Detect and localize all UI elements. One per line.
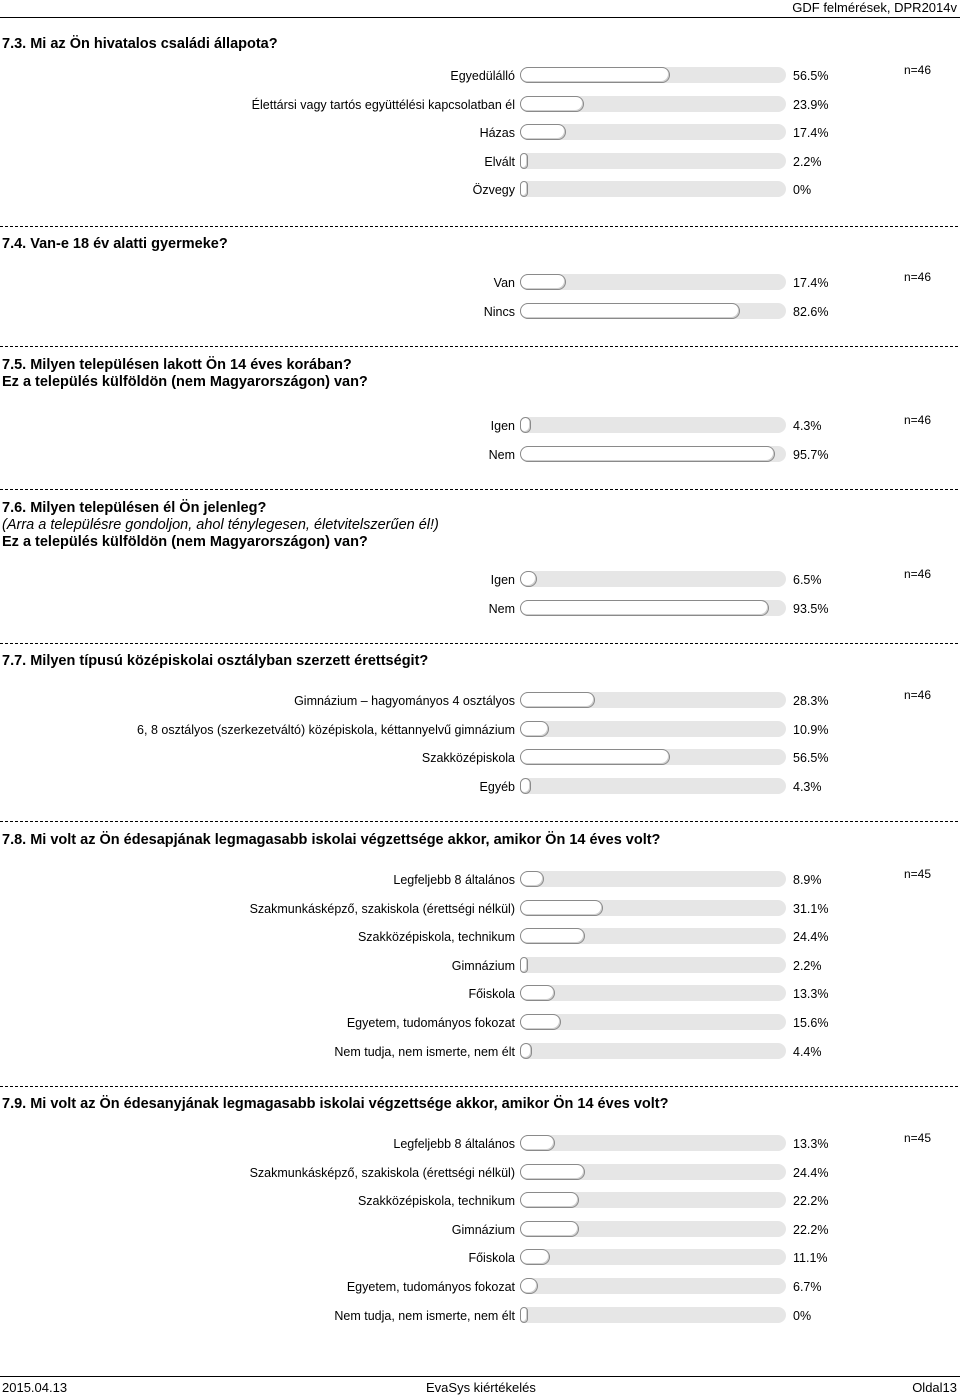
answer-label: Egyetem, tudományos fokozat (346, 1016, 515, 1030)
answer-label: Szakközépiskola, technikum (357, 1194, 515, 1208)
answer-bar-fill (520, 1164, 585, 1180)
answer-bar-fill (520, 778, 531, 794)
question-text: Mi volt az Ön édesapjának legmagasabb iskolai végzettsége akkor, amikor Ön 14 éves volt? (30, 832, 661, 848)
answer-bar-fill (520, 1135, 555, 1151)
answer-row (0, 181, 960, 201)
question-text: Mi az Ön hivatalos családi állapota? (30, 36, 278, 52)
answer-bar-fill (520, 928, 585, 944)
answer-bar-fill (520, 692, 595, 708)
answer-bar-fill (520, 303, 740, 319)
section-separator (0, 1086, 958, 1087)
answer-label: Gimnázium (451, 959, 515, 973)
answer-label: Elvált (484, 155, 515, 169)
question-title (2, 500, 266, 517)
section-separator (0, 346, 958, 347)
answer-bar-fill (520, 67, 670, 83)
sample-size: n=46 (904, 270, 932, 284)
answer-row (0, 871, 960, 891)
answer-label: Élettársi vagy tartós együttélési kapcsolatban él (251, 98, 515, 112)
answer-row (0, 1221, 960, 1241)
question-number: 7.9. (2, 1096, 31, 1112)
answer-label: Legfeljebb 8 általános (393, 873, 515, 887)
answer-percentage: 4.3% (793, 780, 822, 794)
answer-label: Igen (490, 419, 515, 433)
section-separator (0, 643, 958, 644)
question-title (2, 357, 352, 374)
answer-row (0, 1307, 960, 1327)
answer-bar-fill (520, 1192, 579, 1208)
sample-size: n=45 (904, 1131, 932, 1145)
answer-percentage: 17.4% (793, 276, 829, 290)
answer-bar-fill (520, 985, 555, 1001)
answer-bar-fill (520, 1014, 561, 1030)
answer-percentage: 2.2% (793, 155, 822, 169)
question-note: (Arra a településre gondoljon, ahol ténylegesen, életvitelszerűen él!) (2, 517, 439, 533)
answer-bar-fill (520, 1307, 528, 1323)
answer-bar-fill (520, 571, 537, 587)
answer-bar-track (520, 96, 786, 112)
answer-bar-track (520, 871, 786, 887)
question-title (2, 832, 660, 849)
answer-bar-fill (520, 446, 775, 462)
answer-row (0, 749, 960, 769)
answer-row (0, 153, 960, 173)
answer-label: Özvegy (472, 183, 515, 197)
answer-row (0, 303, 960, 323)
answer-bar-fill (520, 1221, 579, 1237)
question-title (2, 653, 428, 670)
answer-bar-track (520, 446, 786, 462)
answer-row (0, 446, 960, 466)
answer-bar-track (520, 153, 786, 169)
answer-bar-track (520, 1164, 786, 1180)
question-number: 7.6. (2, 500, 31, 516)
question-title (2, 1096, 668, 1113)
answer-percentage: 11.1% (793, 1251, 828, 1265)
question-number: 7.3. (2, 36, 31, 52)
answer-label: Nincs (483, 305, 515, 319)
answer-bar-track (520, 1278, 786, 1294)
question-number: 7.7. (2, 653, 31, 669)
footer-date: 2015.04.13 (2, 1380, 68, 1395)
section-separator (0, 226, 958, 227)
answer-bar-track (520, 181, 786, 197)
answer-bar-track (520, 274, 786, 290)
answer-label: Szakközépiskola (421, 751, 515, 765)
answer-percentage: 56.5% (793, 751, 829, 765)
question-number: 7.4. (2, 236, 31, 252)
question-text: Milyen településen él Ön jelenleg? (30, 500, 267, 516)
answer-percentage: 6.7% (793, 1280, 822, 1294)
question-text: Milyen típusú középiskolai osztályban szerzett érettségit? (30, 653, 429, 669)
answer-percentage: 4.4% (793, 1045, 822, 1059)
sample-size: n=46 (904, 567, 932, 581)
answer-row (0, 900, 960, 920)
answer-bar-track (520, 1014, 786, 1030)
answer-label: Főiskola (468, 1251, 515, 1265)
answer-label: Nem (488, 602, 515, 616)
answer-bar-fill (520, 600, 769, 616)
answer-bar-track (520, 417, 786, 433)
answer-row (0, 96, 960, 116)
answer-percentage: 4.3% (793, 419, 822, 433)
answer-row (0, 600, 960, 620)
answer-label: Egyéb (479, 780, 515, 794)
answer-label: Van (493, 276, 515, 290)
question-number: 7.5. (2, 357, 31, 373)
answer-bar-fill (520, 871, 544, 887)
footer-page: Oldal13 (912, 1380, 957, 1395)
question-number: 7.8. (2, 832, 31, 848)
answer-percentage: 31.1% (793, 902, 829, 916)
sample-size: n=46 (904, 413, 932, 427)
answer-bar-track (520, 749, 786, 765)
answer-bar-track (520, 692, 786, 708)
answer-bar-track (520, 957, 786, 973)
answer-row (0, 67, 960, 87)
answer-bar-fill (520, 900, 603, 916)
answer-bar-fill (520, 417, 531, 433)
answer-bar-fill (520, 153, 528, 169)
answer-label: Szakközépiskola, technikum (357, 930, 515, 944)
answer-label: Igen (490, 573, 515, 587)
answer-percentage: 8.9% (793, 873, 822, 887)
answer-percentage: 15.6% (793, 1016, 829, 1030)
answer-label: Szakmunkásképző, szakiskola (érettségi nélkül) (249, 1166, 515, 1180)
answer-row (0, 928, 960, 948)
question-subtitle: Ez a település külföldön (nem Magyarországon) van? (2, 534, 368, 550)
footer-center: EvaSys kiértékelés (426, 1380, 536, 1395)
answer-percentage: 0% (793, 183, 812, 197)
answer-label: 6, 8 osztályos (szerkezetváltó) középiskola, kéttannyelvű gimnázium (137, 723, 515, 737)
question-title (2, 36, 278, 53)
answer-label: Egyetem, tudományos fokozat (346, 1280, 515, 1294)
answer-row (0, 1249, 960, 1269)
answer-row (0, 124, 960, 144)
answer-row (0, 274, 960, 294)
report-header-title: GDF felmérések, DPR2014v (792, 0, 957, 15)
answer-bar-track (520, 985, 786, 1001)
answer-label: Gimnázium (451, 1223, 515, 1237)
answer-label: Szakmunkásképző, szakiskola (érettségi nélkül) (249, 902, 515, 916)
answer-bar-fill (520, 957, 528, 973)
answer-percentage: 6.5% (793, 573, 822, 587)
question-subtitle: Ez a település külföldön (nem Magyarországon) van? (2, 374, 368, 390)
answer-percentage: 2.2% (793, 959, 822, 973)
answer-bar-track (520, 124, 786, 140)
answer-row (0, 1164, 960, 1184)
answer-bar-track (520, 778, 786, 794)
sample-size: n=45 (904, 867, 932, 881)
answer-row (0, 721, 960, 741)
answer-percentage: 13.3% (793, 987, 829, 1001)
answer-row (0, 1135, 960, 1155)
answer-percentage: 0% (793, 1309, 812, 1323)
answer-bar-fill (520, 1043, 532, 1059)
answer-percentage: 56.5% (793, 69, 829, 83)
section-separator (0, 821, 958, 822)
sample-size: n=46 (904, 63, 932, 77)
answer-row (0, 417, 960, 437)
answer-row (0, 957, 960, 977)
answer-label: Nem (488, 448, 515, 462)
sample-size: n=46 (904, 688, 932, 702)
answer-label: Legfeljebb 8 általános (393, 1137, 515, 1151)
answer-row (0, 1278, 960, 1298)
answer-row (0, 692, 960, 712)
answer-bar-fill (520, 721, 549, 737)
answer-row (0, 1192, 960, 1212)
answer-percentage: 93.5% (793, 602, 829, 616)
answer-bar-track (520, 571, 786, 587)
section-separator (0, 489, 958, 490)
answer-row (0, 778, 960, 798)
answer-bar-fill (520, 749, 670, 765)
answer-bar-fill (520, 124, 566, 140)
question-title (2, 236, 228, 253)
answer-bar-track (520, 600, 786, 616)
answer-percentage: 24.4% (793, 1166, 829, 1180)
answer-bar-track (520, 1249, 786, 1265)
answer-bar-track (520, 1135, 786, 1151)
answer-bar-track (520, 928, 786, 944)
answer-percentage: 23.9% (793, 98, 829, 112)
answer-percentage: 17.4% (793, 126, 829, 140)
answer-percentage: 10.9% (793, 723, 829, 737)
answer-label: Gimnázium – hagyományos 4 osztályos (294, 694, 515, 708)
answer-bar-track (520, 303, 786, 319)
answer-bar-fill (520, 1278, 538, 1294)
answer-bar-fill (520, 1249, 550, 1265)
answer-percentage: 24.4% (793, 930, 829, 944)
answer-row (0, 985, 960, 1005)
answer-percentage: 28.3% (793, 694, 829, 708)
question-text: Mi volt az Ön édesanyjának legmagasabb iskolai végzettsége akkor, amikor Ön 14 éves volt? (30, 1096, 669, 1112)
answer-label: Egyedülálló (450, 69, 515, 83)
answer-bar-track (520, 900, 786, 916)
answer-percentage: 22.2% (793, 1223, 829, 1237)
answer-bar-track (520, 1192, 786, 1208)
answer-bar-track (520, 1043, 786, 1059)
footer-divider (0, 1376, 960, 1377)
answer-percentage: 22.2% (793, 1194, 829, 1208)
answer-row (0, 1043, 960, 1063)
answer-row (0, 571, 960, 591)
answer-percentage: 82.6% (793, 305, 829, 319)
answer-bar-track (520, 1221, 786, 1237)
answer-percentage: 95.7% (793, 448, 829, 462)
answer-percentage: 13.3% (793, 1137, 829, 1151)
answer-bar-fill (520, 181, 528, 197)
answer-bar-track (520, 1307, 786, 1323)
answer-bar-fill (520, 96, 584, 112)
answer-label: Nem tudja, nem ismerte, nem élt (334, 1045, 515, 1059)
answer-row (0, 1014, 960, 1034)
answer-label: Főiskola (468, 987, 515, 1001)
answer-bar-track (520, 67, 786, 83)
answer-label: Nem tudja, nem ismerte, nem élt (334, 1309, 515, 1323)
answer-bar-fill (520, 274, 566, 290)
header-divider (0, 17, 960, 18)
question-text: Milyen településen lakott Ön 14 éves korában? (30, 357, 352, 373)
answer-bar-track (520, 721, 786, 737)
question-text: Van-e 18 év alatti gyermeke? (30, 236, 228, 252)
answer-label: Házas (479, 126, 515, 140)
